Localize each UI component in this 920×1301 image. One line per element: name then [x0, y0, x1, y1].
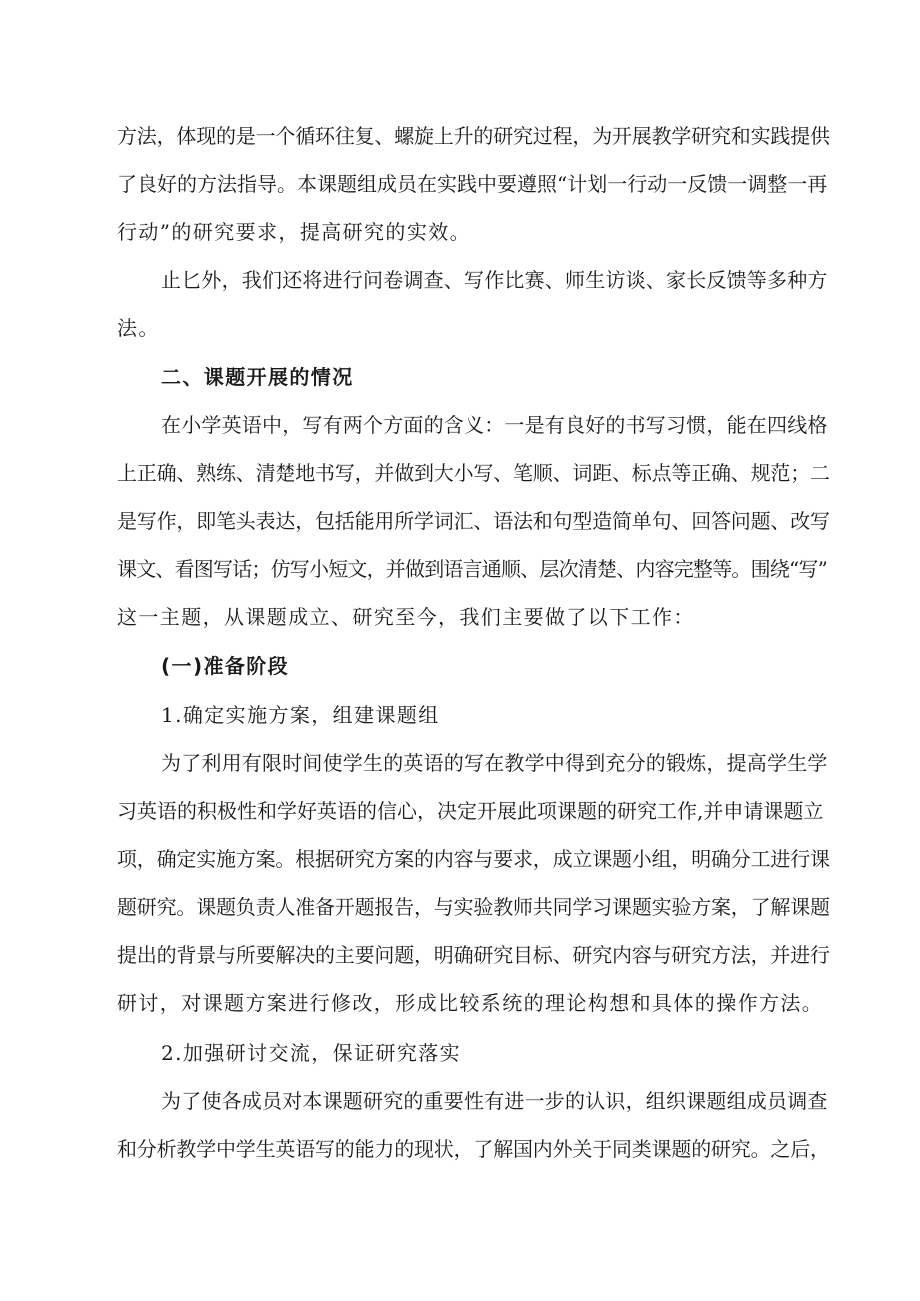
paragraph-3-line-3: 是写作，即笔头表达，包括能用所学词汇、语法和句型造简单句、回答问题、改写	[117, 509, 830, 533]
paragraph-1-line-1: 方法，体现的是一个循环往复、螺旋上升的研究过程，为开展教学研究和实践提供	[117, 124, 830, 148]
paragraph-3-line-1: 在小学英语中，写有两个方面的含义：一是有良好的书写习惯，能在四线格	[161, 413, 828, 437]
paragraph-4-line-4: 题研究。课题负责人准备开题报告，与实验教师共同学习课题实验方案，了解课题	[117, 895, 830, 919]
paragraph-4-line-5: 提出的背景与所要解决的主要问题，明确研究目标、研究内容与研究方法，并进行	[117, 943, 830, 967]
section-heading: 二、课题开展的情况	[161, 365, 354, 389]
paragraph-1-line-3: 行动”的研究要求，提高研究的实效。	[117, 220, 472, 244]
item-1-title: 1.确定实施方案，组建课题组	[161, 703, 440, 727]
paragraph-4-line-3: 项，确定实施方案。根据研究方案的内容与要求，成立课题小组，明确分工进行课	[117, 847, 830, 871]
paragraph-2-line-2: 法。	[117, 316, 160, 340]
paragraph-5-line-2: 和分析教学中学生英语写的能力的现状，了解国内外关于同类课题的研究。之后，	[117, 1137, 830, 1161]
paragraph-4-line-6: 研讨，对课题方案进行修改，形成比较系统的理论构想和具体的操作方法。	[117, 991, 824, 1015]
subsection-heading: (一)准备阶段	[161, 654, 290, 678]
paragraph-5-line-1: 为了使各成员对本课题研究的重要性有进一步的认识，组织课题组成员调查	[161, 1089, 828, 1113]
paragraph-3-line-4: 课文、看图写话；仿写小短文，并做到语言通顺、层次清楚、内容完整等。围绕“写”	[117, 557, 828, 581]
paragraph-4-line-2: 习英语的积极性和学好英语的信心，决定开展此项课题的研究工作,并申请课题立	[117, 799, 824, 823]
item-2-title: 2.加强研讨交流，保证研究落实	[161, 1041, 462, 1065]
paragraph-3-line-2: 上正确、熟练、清楚地书写，并做到大小写、笔顺、词距、标点等正确、规范；二	[117, 461, 830, 485]
paragraph-4-line-1: 为了利用有限时间使学生的英语的写在教学中得到充分的锻炼，提高学生学	[161, 751, 828, 775]
paragraph-2-line-1: 止匕外，我们还将进行问卷调查、写作比赛、师生访谈、家长反馈等多种方	[161, 268, 828, 292]
paragraph-1-line-2: 了良好的方法指导。本课题组成员在实践中要遵照“计划一行动一反馈一调整一再	[117, 172, 828, 196]
paragraph-3-line-5: 这一主题，从课题成立、研究至今，我们主要做了以下工作：	[117, 605, 695, 629]
